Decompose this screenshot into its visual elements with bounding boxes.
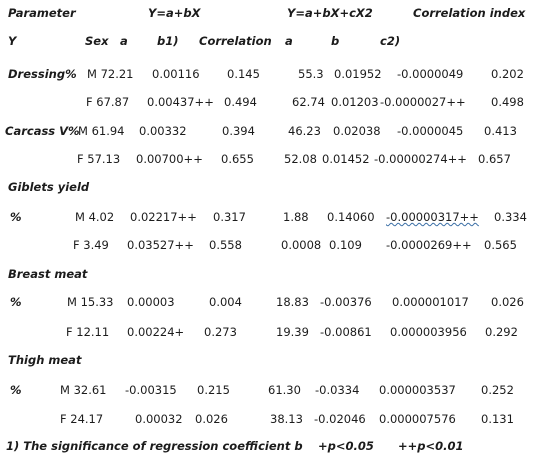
thigh-m-c: 0.000003537 — [379, 383, 456, 397]
thigh-m-ci: 0.252 — [481, 383, 514, 397]
header-correlation: Correlation — [199, 34, 272, 48]
giblets-f-c: -0.0000269++ — [386, 238, 472, 252]
carcass-m-sex-a: M 61.94 — [78, 124, 125, 138]
carcass-f-a2: 52.08 — [284, 152, 317, 166]
dressing-f-b2: 0.01203 — [331, 95, 379, 109]
breast-m-sex-a: M 15.33 — [67, 295, 114, 309]
breast-m-r: 0.004 — [209, 295, 242, 309]
breast-f-b: 0.00224+ — [127, 325, 185, 339]
carcass-f-sex-a: F 57.13 — [77, 152, 121, 166]
breast-f-c: 0.000003956 — [390, 325, 467, 339]
thigh-m-b2: -0.0334 — [315, 383, 360, 397]
dressing-f-sex-a: F 67.87 — [86, 95, 130, 109]
carcass-f-c: -0.00000274++ — [374, 152, 467, 166]
breast-f-sex-a: F 12.11 — [66, 325, 110, 339]
header-b2: b — [331, 34, 340, 48]
header-b1: b1) — [157, 34, 179, 48]
dressing-f-b: 0.00437++ — [147, 95, 214, 109]
header-linear-equation: Y=a+bX — [148, 6, 201, 20]
giblets-m-c: -0.00000317++ — [386, 210, 479, 224]
section-title-thigh: Thigh meat — [8, 353, 82, 367]
giblets-f-b2: 0.109 — [329, 238, 362, 252]
carcass-m-c: -0.0000045 — [397, 124, 464, 138]
breast-m-ci: 0.026 — [491, 295, 524, 309]
row-label-carcass: Carcass V% — [5, 124, 80, 138]
breast-m-c: 0.000001017 — [392, 295, 469, 309]
carcass-m-a2: 46.23 — [288, 124, 321, 138]
row-label-thigh: % — [10, 383, 22, 397]
section-title-breast: Breast meat — [8, 267, 88, 281]
giblets-f-sex-a: F 3.49 — [73, 238, 109, 252]
thigh-f-ci: 0.131 — [481, 412, 514, 426]
footnote-text: 1) The significance of regression coefficient b — [6, 439, 303, 453]
carcass-m-r: 0.394 — [222, 124, 255, 138]
dressing-m-a2: 55.3 — [298, 67, 324, 81]
thigh-f-b2: -0.02046 — [314, 412, 366, 426]
giblets-m-sex-a: M 4.02 — [75, 210, 115, 224]
carcass-f-r: 0.655 — [221, 152, 254, 166]
header-a2: a — [285, 34, 293, 48]
dressing-m-b2: 0.01952 — [334, 67, 382, 81]
breast-f-ci: 0.292 — [485, 325, 518, 339]
header-y: Y — [8, 34, 17, 48]
carcass-m-b: 0.00332 — [139, 124, 187, 138]
giblets-m-a2: 1.88 — [283, 210, 309, 224]
carcass-m-ci: 0.413 — [484, 124, 517, 138]
thigh-f-r: 0.026 — [195, 412, 228, 426]
dressing-m-sex-a: M 72.21 — [87, 67, 134, 81]
dressing-m-ci: 0.202 — [491, 67, 524, 81]
giblets-f-a2: 0.0008 — [281, 238, 322, 252]
thigh-f-sex-a: F 24.17 — [60, 412, 104, 426]
thigh-f-a2: 38.13 — [270, 412, 303, 426]
breast-m-b2: -0.00376 — [320, 295, 372, 309]
header-quadratic-equation: Y=a+bX+cX2 — [287, 6, 373, 20]
carcass-f-b2: 0.01452 — [322, 152, 370, 166]
section-title-giblets: Giblets yield — [8, 180, 90, 194]
carcass-f-b: 0.00700++ — [136, 152, 203, 166]
header-c2: c2) — [380, 34, 401, 48]
dressing-m-r: 0.145 — [227, 67, 260, 81]
giblets-m-r: 0.317 — [213, 210, 246, 224]
header-sex: Sex — [85, 34, 109, 48]
thigh-f-c: 0.000007576 — [379, 412, 456, 426]
header-a: a — [120, 34, 128, 48]
breast-m-a2: 18.83 — [276, 295, 309, 309]
thigh-m-a2: 61.30 — [268, 383, 301, 397]
breast-m-b: 0.00003 — [127, 295, 175, 309]
giblets-m-ci: 0.334 — [494, 210, 527, 224]
breast-f-a2: 19.39 — [276, 325, 309, 339]
dressing-m-b: 0.00116 — [152, 67, 200, 81]
row-label-giblets: % — [10, 210, 22, 224]
dressing-m-c: -0.0000049 — [397, 67, 464, 81]
row-label-breast: % — [10, 295, 22, 309]
header-parameter: Parameter — [8, 6, 76, 20]
thigh-m-r: 0.215 — [197, 383, 230, 397]
carcass-f-ci: 0.657 — [478, 152, 511, 166]
footnote-p05: +p<0.05 — [318, 439, 374, 453]
breast-f-b2: -0.00861 — [320, 325, 372, 339]
carcass-m-b2: 0.02038 — [333, 124, 381, 138]
breast-f-r: 0.273 — [204, 325, 237, 339]
thigh-m-sex-a: M 32.61 — [60, 383, 107, 397]
giblets-f-r: 0.558 — [209, 238, 242, 252]
header-correlation-index: Correlation index — [413, 6, 526, 20]
thigh-f-b: 0.00032 — [135, 412, 183, 426]
giblets-m-b: 0.02217++ — [130, 210, 197, 224]
dressing-f-r: 0.494 — [224, 95, 257, 109]
footnote-p01: ++p<0.01 — [398, 439, 464, 453]
dressing-f-ci: 0.498 — [491, 95, 524, 109]
row-label-dressing: Dressing% — [8, 67, 77, 81]
giblets-f-b: 0.03527++ — [127, 238, 194, 252]
dressing-f-c: -0.0000027++ — [380, 95, 466, 109]
thigh-m-b: -0.00315 — [125, 383, 177, 397]
giblets-f-ci: 0.565 — [484, 238, 517, 252]
dressing-f-a2: 62.74 — [292, 95, 325, 109]
giblets-m-b2: 0.14060 — [327, 210, 375, 224]
